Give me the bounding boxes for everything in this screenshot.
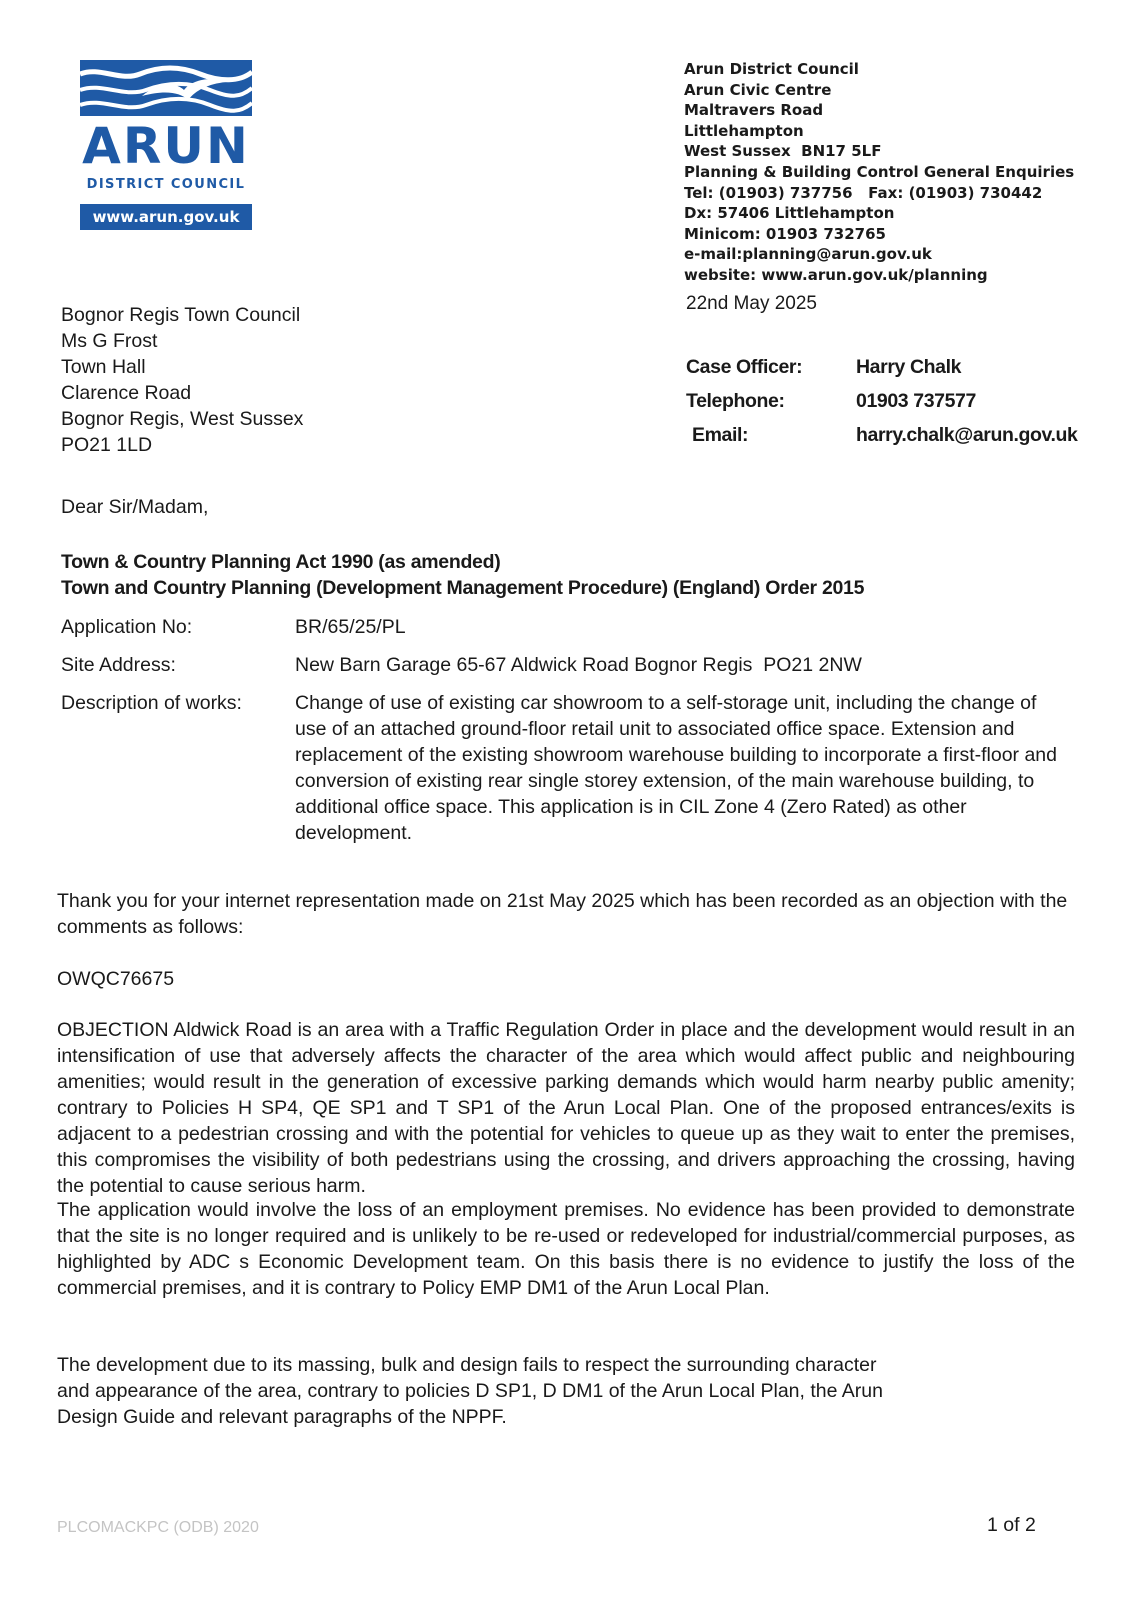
seagull-wave-icon (80, 60, 252, 116)
page-number: 1 of 2 (987, 1514, 1036, 1536)
application-details (61, 614, 1070, 846)
heading-line: Town and Country Planning (Development Management Procedure) (England) Order 2015 (61, 577, 865, 599)
case-officer-label: Case Officer: (686, 356, 803, 378)
legislation-heading (61, 549, 864, 601)
recipient-line: PO21 1LD (61, 434, 153, 456)
intro-paragraph: Thank you for your internet representation made on 21st May 2025 which has been recorded as an objection with the comments as follows: (57, 890, 1068, 938)
telephone-label: Telephone: (686, 390, 785, 412)
council-address-line: Minicom: 01903 732765 (684, 224, 886, 243)
logo-website-link[interactable]: www.arun.gov.uk (80, 204, 252, 230)
employment-paragraph: The application would involve the loss of an employment premises. No evidence has been provided to demonstrate that the site is no longer required and is unlikely to be re-used or redeveloped for industrial/commercial purposes, as highlighted by ADC s Economic Development team. On this basis there is no evidence to justify the loss of the commercial premises, and it is contrary to Policy EMP DM1 of the Arun Local Plan. (57, 1199, 1075, 1299)
council-address-line: Littlehampton (684, 121, 804, 140)
description-of-works: Change of use of existing car showroom to a self-storage unit, including the change of use of an attached ground-floor retail unit to associated office space. Extension and replacement of the existing showroom warehouse building to incorporate a first-floor and conversion of existing rear single storey extension, of the main warehouse building, to additional office space. This application is in CIL Zone 4 (Zero Rated) as other development. (295, 692, 1057, 844)
officer-email-link[interactable]: harry.chalk@arun.gov.uk (856, 424, 1078, 446)
application-no-label: Application No: (61, 616, 193, 638)
greeting: Dear Sir/Madam, (61, 496, 209, 518)
council-address-line: Dx: 57406 Littlehampton (684, 204, 895, 223)
council-address-line: Maltravers Road (684, 101, 824, 120)
application-no: BR/65/25/PL (295, 616, 406, 638)
council-email-link[interactable]: e-mail:planning@arun.gov.uk (684, 245, 932, 264)
design-line: Design Guide and relevant paragraphs of the NPPF. (57, 1406, 507, 1428)
council-address-line: Arun Civic Centre (684, 80, 832, 99)
council-address-line: West Sussex BN17 5LF (684, 142, 882, 161)
design-paragraph (57, 1352, 1075, 1430)
recipient-address (61, 302, 303, 458)
logo-name: ARUN (82, 117, 250, 175)
objection-paragraph: OBJECTION Aldwick Road is an area with a Traffic Regulation Order in place and the development would result in an intensification of use that adversely affects the character of the area which would affect public and neighbouring amenities; would result in the generation of excessive parking demands which would harm nearby public amenity; contrary to Policies H SP4, QE SP1 and T SP1 of the Arun Local Plan. One of the proposed entrances/exits is adjacent to a pedestrian crossing and with the potential for vehicles to queue up as they wait to enter the premises, this compromises the visibility of both pedestrians using the crossing, and drivers approaching the crossing, having the potential to cause serious harm. (57, 1019, 1075, 1197)
telephone-number: 01903 737577 (856, 390, 976, 412)
council-address (684, 59, 1074, 286)
site-address-label: Site Address: (61, 654, 176, 676)
email-label: Email: (692, 424, 749, 446)
design-line: The development due to its massing, bulk and design fails to respect the surrounding character (57, 1354, 877, 1376)
design-line: and appearance of the area, contrary to policies D SP1, D DM1 of the Arun Local Plan, the Arun (57, 1380, 883, 1402)
recipient-line: Ms G Frost (61, 330, 158, 352)
description-label: Description of works: (61, 692, 242, 714)
recipient-line: Bognor Regis Town Council (61, 304, 301, 326)
recipient-line: Town Hall (61, 356, 146, 378)
logo-subtitle: DISTRICT COUNCIL (86, 177, 246, 192)
site-address: New Barn Garage 65-67 Aldwick Road Bognor Regis PO21 2NW (295, 654, 862, 676)
council-phone-line: Tel: (01903) 737756 Fax: (01903) 730442 (684, 183, 1043, 202)
case-officer-name: Harry Chalk (856, 356, 962, 378)
letter-date: 22nd May 2025 (686, 293, 817, 314)
recipient-line: Bognor Regis, West Sussex (61, 408, 304, 430)
recipient-line: Clarence Road (61, 382, 192, 404)
council-website-link[interactable]: website: www.arun.gov.uk/planning (684, 265, 988, 284)
council-address-line: Planning & Building Control General Enquiries (684, 162, 1075, 181)
footer-document-code: PLCOMACKPC (ODB) 2020 (57, 1519, 259, 1536)
council-address-line: Arun District Council (684, 60, 859, 78)
council-logo (80, 60, 252, 232)
heading-line: Town & Country Planning Act 1990 (as amended) (61, 551, 501, 573)
representation-reference: OWQC76675 (57, 968, 175, 990)
